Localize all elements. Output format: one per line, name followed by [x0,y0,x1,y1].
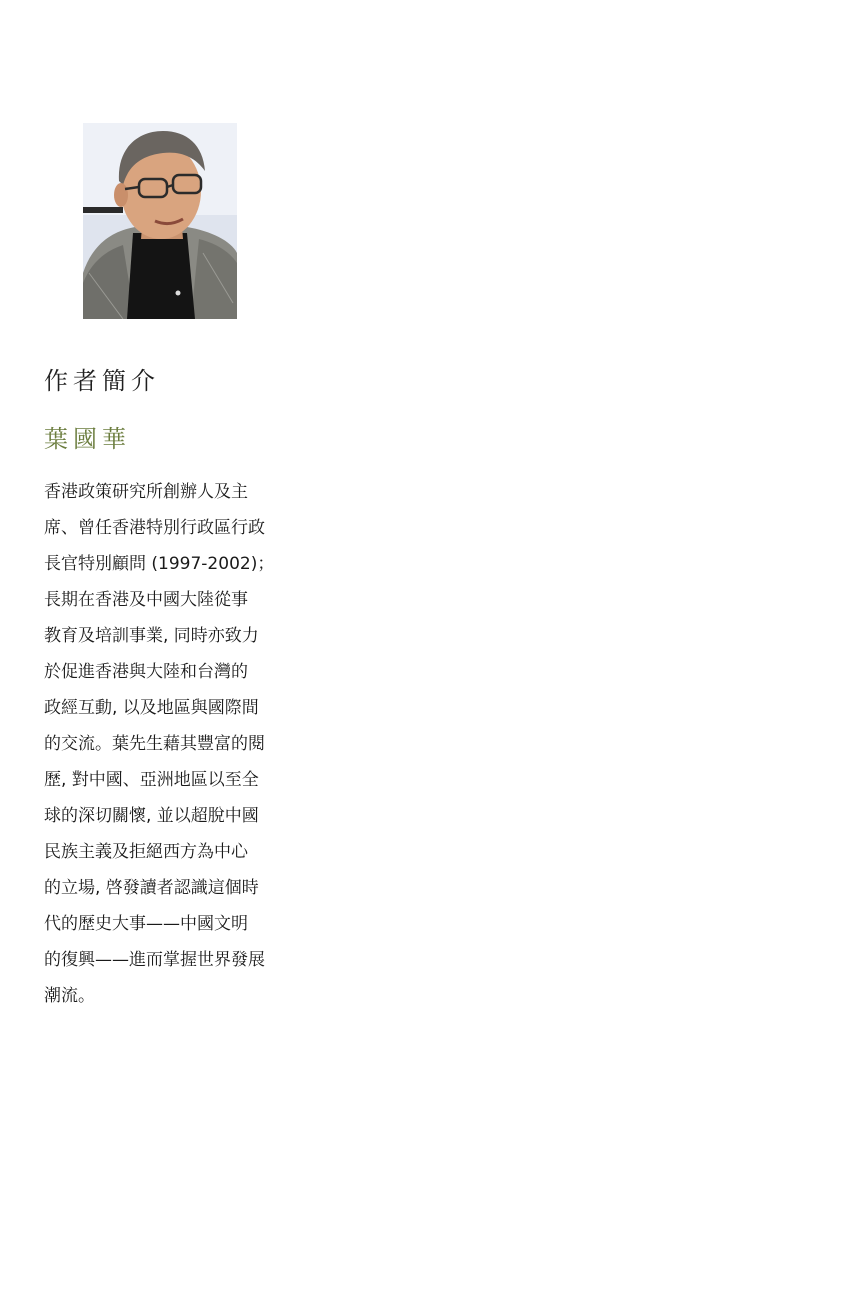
bio-line: 席、曾任香港特別行政區行政 [44,518,265,538]
author-photo-icon [83,123,237,319]
bio-line: 的復興——進而掌握世界發展 [44,950,265,970]
bio-line: 歷, 對中國、亞洲地區以至全 [44,770,259,790]
bio-line: 民族主義及拒絕西方為中心 [44,842,248,862]
bio-line: 政經互動, 以及地區與國際間 [44,698,259,718]
bio-line: 香港政策研究所創辦人及主 [44,482,248,502]
bio-line: 長期在香港及中國大陸從事 [44,590,248,610]
bio-line: 球的深切關懷, 並以超脫中國 [44,806,259,826]
bio-line: 潮流。 [44,986,95,1006]
author-name: 葉國華 [44,425,131,453]
bio-line: 的交流。葉先生藉其豐富的閱 [44,734,265,754]
bio-line: 教育及培訓事業, 同時亦致力 [44,626,259,646]
author-portrait [83,123,237,319]
bio-line: 的立場, 啓發讀者認識這個時 [44,878,259,898]
bio-line: 長官特別顧問 (1997-2002)； [44,554,275,574]
bio-line: 代的歷史大事——中國文明 [44,914,248,934]
bio-line: 於促進香港與大陸和台灣的 [44,662,248,682]
author-bio [44,474,294,1014]
section-title: 作者簡介 [44,367,160,395]
